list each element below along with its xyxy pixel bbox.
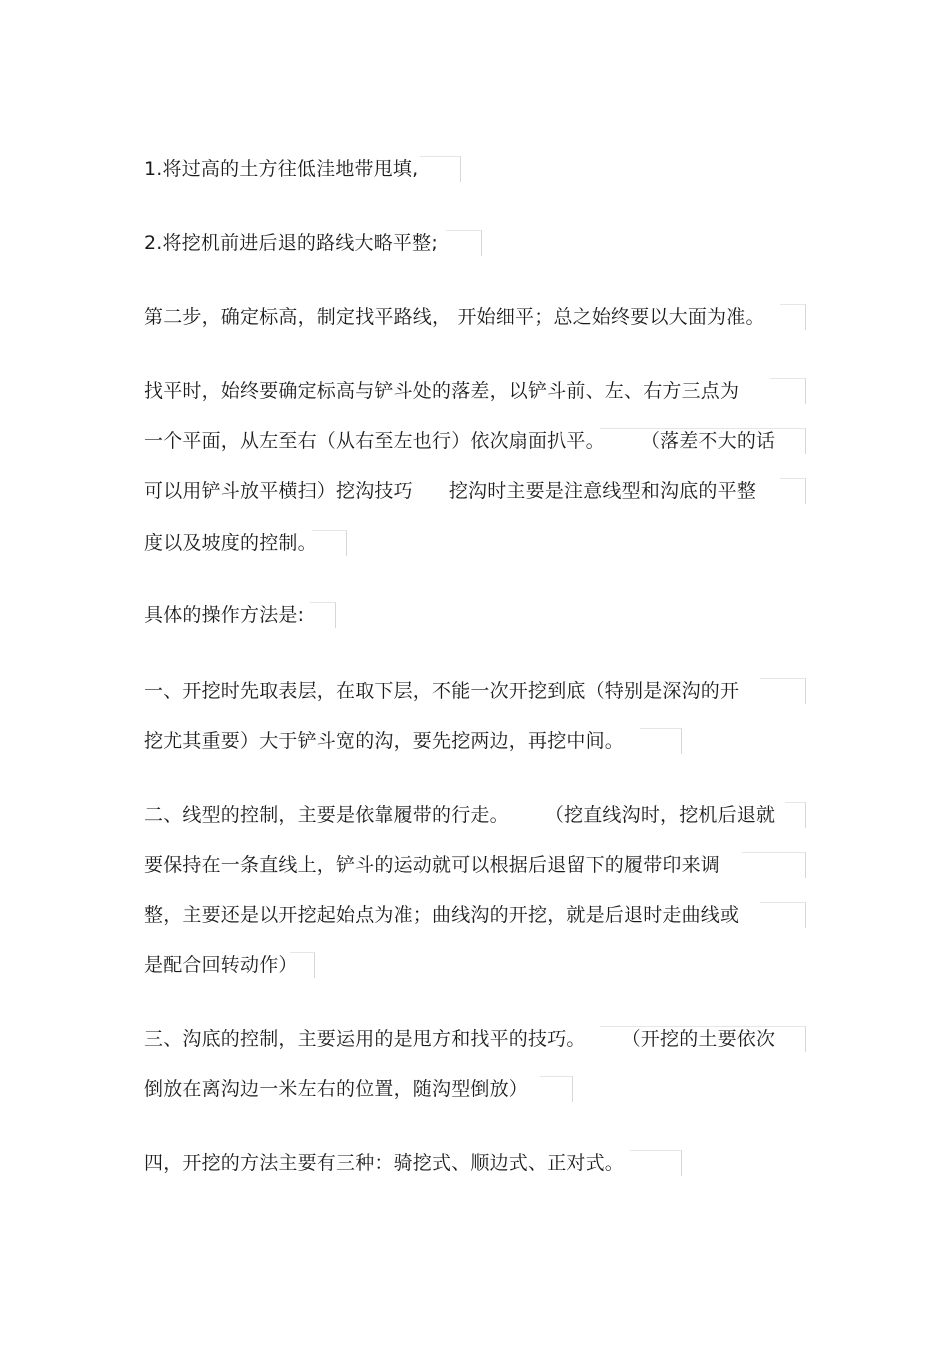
paragraph-line-10: 挖尤其重要）大于铲斗宽的沟，要先挖两边，再挖中间。 bbox=[144, 730, 625, 752]
cell-rule bbox=[630, 1150, 682, 1176]
cell-rule bbox=[446, 230, 482, 256]
paragraph-line-14: 是配合回转动作） bbox=[144, 954, 298, 976]
paragraph-line-11 bbox=[144, 802, 775, 828]
paragraph-line-17: 四，开挖的方法主要有三种：骑挖式、顺边式、正对式。 bbox=[144, 1152, 625, 1174]
paragraph-line-15 bbox=[144, 1026, 775, 1052]
paragraph-line-6 bbox=[144, 478, 756, 504]
paragraph-line-12: 要保持在一条直线上，铲斗的运动就可以根据后退留下的履带印来调 bbox=[144, 854, 721, 876]
paragraph-line-13: 整，主要还是以开挖起始点为准；曲线沟的开挖，就是后退时走曲线或 bbox=[144, 904, 740, 926]
cell-rule bbox=[760, 902, 806, 928]
text-segment: 二、线型的控制，主要是依靠履带的行走。 bbox=[144, 804, 509, 826]
text-segment: 三、沟底的控制，主要运用的是甩方和找平的技巧。 bbox=[144, 1028, 586, 1050]
paragraph-line-7: 度以及坡度的控制。 bbox=[144, 532, 317, 554]
paragraph-line-8: 具体的操作方法是: bbox=[144, 604, 305, 626]
paragraph-line-1: 1.将过高的土方往低洼地带甩填, bbox=[144, 158, 419, 180]
text-segment: （开挖的土要依次 bbox=[621, 1028, 776, 1050]
text-segment: （挖直线沟时，挖机后退就 bbox=[544, 804, 776, 826]
cell-rule bbox=[770, 378, 806, 404]
cell-rule bbox=[420, 156, 461, 182]
cell-rule bbox=[780, 304, 806, 330]
cell-rule bbox=[640, 728, 682, 754]
cell-rule bbox=[312, 530, 347, 556]
cell-rule bbox=[760, 678, 806, 704]
paragraph-line-2: 2.将挖机前进后退的路线大略平整; bbox=[144, 232, 438, 254]
text-segment: （落差不大的话 bbox=[640, 430, 776, 452]
paragraph-line-3: 第二步，确定标高，制定找平路线， 开始细平；总之始终要以大面为准。 bbox=[144, 306, 765, 328]
paragraph-line-5 bbox=[144, 428, 775, 454]
cell-rule bbox=[540, 1076, 573, 1102]
paragraph-line-16: 倒放在离沟边一米左右的位置，随沟型倒放） bbox=[144, 1078, 529, 1100]
text-segment: 可以用铲斗放平横扫）挖沟技巧 bbox=[144, 480, 413, 502]
cell-rule bbox=[742, 852, 806, 878]
paragraph-line-9: 一、开挖时先取表层，在取下层，不能一次开挖到底（特别是深沟的开 bbox=[144, 680, 740, 702]
cell-rule bbox=[780, 478, 806, 504]
cell-rule bbox=[785, 802, 806, 828]
text-segment: 一个平面，从左至右（从右至左也行）依次扇面扒平。 bbox=[144, 430, 605, 452]
cell-rule bbox=[310, 602, 336, 628]
text-segment: 挖沟时主要是注意线型和沟底的平整 bbox=[448, 480, 757, 502]
paragraph-line-4: 找平时，始终要确定标高与铲斗处的落差，以铲斗前、左、右方三点为 bbox=[144, 380, 740, 402]
